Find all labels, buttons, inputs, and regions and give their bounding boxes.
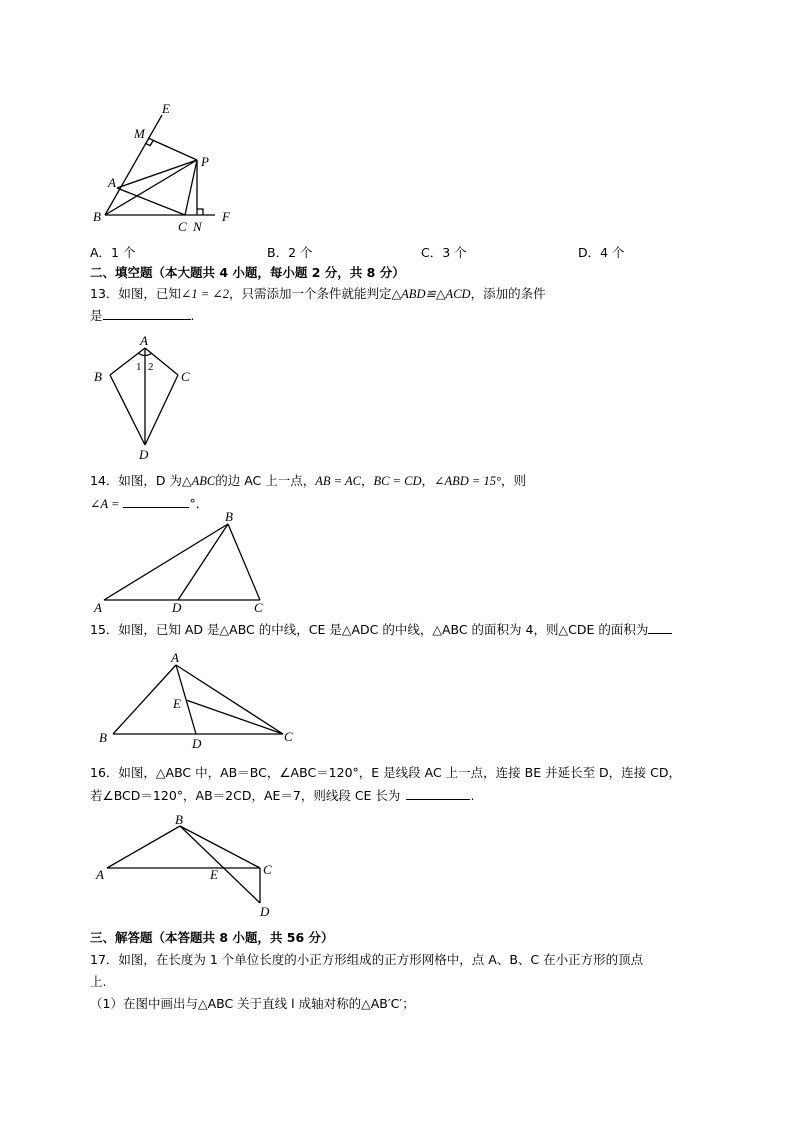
q12-figure	[90, 98, 240, 238]
q13-answer-blank[interactable]	[103, 307, 191, 320]
q14-text-e: ，则	[501, 473, 527, 488]
q13-text-a: 13．如图，已知	[90, 286, 181, 301]
q12-label-n: N	[193, 219, 202, 234]
q13-label-b: B	[94, 369, 102, 384]
q17-line1: 17．如图，在长度为 1 个单位长度的小正方形组成的正方形网格中，点 A、B、C 在小正方形的顶点	[90, 952, 644, 967]
q15-line	[90, 621, 672, 638]
q16-line2	[90, 787, 474, 804]
q12-label-e: E	[162, 101, 170, 116]
q14-math-angle-a: ∠A =	[90, 497, 120, 511]
q13-label-d: D	[139, 447, 149, 462]
q12-option-d: D．4 个	[578, 245, 625, 260]
q13-line2	[90, 307, 195, 324]
q15-figure	[95, 642, 300, 752]
q13-text-c: ，添加的条件	[470, 286, 546, 301]
q17-line2: 上.	[90, 974, 107, 989]
q13-text-e: .	[190, 308, 195, 323]
q17-line3: （1）在图中画出与△ABC 关于直线 l 成轴对称的△AB′C′；	[90, 996, 415, 1011]
q12-label-a: A	[108, 175, 116, 190]
q12-option-c: C．3 个	[421, 245, 467, 260]
q12-label-m: M	[134, 126, 145, 141]
q12-option-a: A．1 个	[90, 245, 136, 260]
q15-seg-ec	[186, 700, 283, 734]
section2-title: 二、填空题（本大题共 4 小题，每小题 2 分，共 8 分）	[90, 265, 405, 280]
q14-math-angle-abd: ∠ABD = 15°	[434, 474, 501, 488]
q12-seg-cp	[185, 160, 197, 215]
q15-label-c: C	[284, 729, 293, 744]
q13-math-angles: ∠1 = ∠2	[180, 287, 230, 301]
q13-label-c: C	[181, 369, 190, 384]
q16-label-b: B	[175, 812, 183, 827]
q13-label-a: A	[140, 333, 148, 348]
q16-label-a: A	[96, 867, 104, 882]
q12-label-f: F	[222, 209, 230, 224]
q16-seg-bc	[180, 826, 260, 868]
q13-seg-bd	[110, 375, 145, 445]
q12-option-b: B．2 个	[267, 245, 313, 260]
q13-label-1: 1	[136, 361, 142, 373]
q12-label-p: P	[201, 154, 209, 169]
q15-label-e: E	[173, 696, 181, 711]
section3-title: 三、解答题（本答题共 8 小题，共 56 分）	[90, 930, 334, 945]
q16-label-e: E	[210, 867, 218, 882]
q15-label-b: B	[99, 730, 107, 745]
q16-seg-ab	[107, 826, 180, 868]
q15-seg-ac	[176, 665, 283, 734]
q14-seg-bd	[178, 524, 228, 600]
q14-text-c: ，	[360, 473, 374, 488]
q15-text: 15．如图，已知 AD 是△ABC 的中线，CE 是△ADC 的中线，△ABC 的面积为 4，则△CDE 的面积为	[90, 622, 649, 637]
q14-math-ab-ac: AB = AC	[315, 474, 361, 488]
q16-line1: 16．如图，△ABC 中，AB＝BC，∠ABC＝120°，E 是线段 AC 上一点，连接 BE 并延长至 D，连接 CD，	[90, 765, 682, 780]
q15-seg-ab	[113, 665, 176, 734]
q13-line1	[90, 286, 546, 302]
q16-label-d: D	[260, 904, 270, 919]
q14-label-c: C	[254, 600, 263, 615]
q14-seg-ab	[104, 524, 228, 600]
q14-math-triangle: △ABC	[182, 474, 216, 488]
q16-text-b: .	[470, 788, 475, 803]
q16-label-c: C	[263, 862, 272, 877]
q14-line1	[90, 473, 526, 489]
q14-label-b: B	[225, 509, 233, 524]
q15-answer-blank[interactable]	[648, 621, 672, 634]
q14-label-d: D	[172, 600, 182, 615]
q13-text-b: ，只需添加一个条件就能判定	[229, 286, 392, 301]
q13-figure	[90, 330, 200, 462]
q13-math-congruent: △ABD≌△ACD	[391, 287, 471, 301]
q14-math-bc-cd: BC = CD	[373, 474, 422, 488]
q12-seg-mp	[148, 138, 197, 160]
q12-label-c: C	[178, 219, 187, 234]
q13-label-2: 2	[148, 361, 154, 373]
q14-label-a: A	[94, 600, 102, 615]
q14-figure	[90, 508, 280, 616]
q14-seg-bc	[228, 524, 260, 600]
q14-text-end: °．	[189, 496, 209, 511]
q15-label-a: A	[171, 650, 179, 665]
q14-text-d: ，	[421, 473, 435, 488]
q13-text-d: 是	[90, 308, 103, 323]
q14-text-a: 14．如图，D 为	[90, 473, 183, 488]
q16-answer-blank[interactable]	[406, 787, 470, 800]
q16-figure	[90, 812, 280, 920]
q15-label-d: D	[192, 736, 202, 751]
q14-text-b: 的边 AC 上一点，	[215, 473, 316, 488]
q14-answer-blank[interactable]	[123, 495, 189, 508]
q12-right-angle-n	[197, 209, 203, 215]
q12-label-b: B	[93, 209, 101, 224]
q16-text-a: 若∠BCD＝120°，AB＝2CD，AE＝7，则线段 CE 长为	[90, 788, 401, 803]
q16-seg-bd	[180, 826, 260, 903]
q13-seg-cd	[145, 375, 178, 445]
